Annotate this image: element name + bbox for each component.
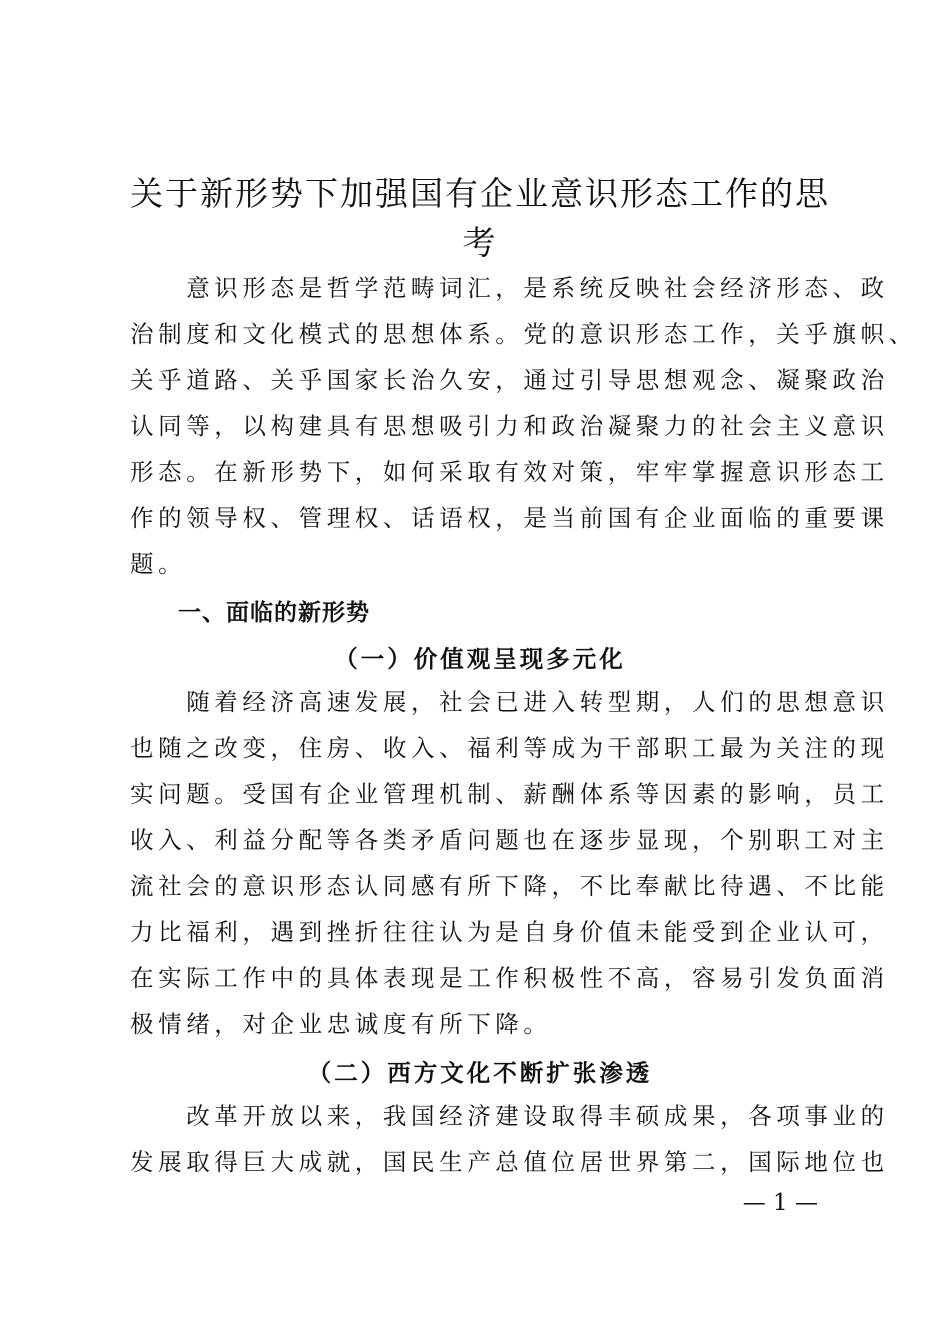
intro-paragraph-line: 关乎道路、关乎国家长治久安，通过引导思想观念、凝聚政治 bbox=[130, 366, 889, 394]
section-heading-1: 一、面临的新形势 bbox=[178, 600, 370, 626]
sub1-paragraph-line: 实问题。受国有企业管理机制、薪酬体系等因素的影响，员工 bbox=[130, 780, 889, 808]
intro-paragraph-line: 形态。在新形势下，如何采取有效对策，牢牢掌握意识形态工 bbox=[130, 458, 889, 486]
subsection-heading-2: （二）西方文化不断扩张渗透 bbox=[307, 1059, 653, 1087]
document-title-line-1: 关于新形势下加强国有企业意识形态工作的思 bbox=[130, 174, 830, 213]
document-title-line-2: 考 bbox=[462, 223, 498, 262]
sub1-paragraph-line: 收入、利益分配等各类矛盾问题也在逐步显现，个别职工对主 bbox=[130, 826, 889, 854]
intro-paragraph-line: 题。 bbox=[130, 550, 187, 578]
sub1-paragraph-line: 在实际工作中的具体表现是工作积极性不高，容易引发负面消 bbox=[130, 964, 889, 992]
intro-paragraph-line: 认同等，以构建具有思想吸引力和政治凝聚力的社会主义意识 bbox=[130, 412, 889, 440]
page-number: — 1 — bbox=[742, 1190, 818, 1216]
sub2-paragraph-line: 发展取得巨大成就，国民生产总值位居世界第二，国际地位也 bbox=[130, 1148, 889, 1176]
sub2-paragraph-line: 改革开放以来，我国经济建设取得丰硕成果，各项事业的 bbox=[130, 1102, 889, 1130]
subsection-heading-1: （一）价值观呈现多元化 bbox=[334, 645, 626, 673]
sub1-paragraph-line: 也随之改变，住房、收入、福利等成为干部职工最为关注的现 bbox=[130, 734, 889, 762]
sub1-paragraph-line: 极情绪，对企业忠诚度有所下降。 bbox=[130, 1010, 552, 1038]
intro-paragraph-line: 治制度和文化模式的思想体系。党的意识形态工作，关乎旗帜、 bbox=[130, 320, 917, 348]
intro-paragraph-line: 作的领导权、管理权、话语权，是当前国有企业面临的重要课 bbox=[130, 504, 889, 532]
sub1-paragraph-line: 力比福利，遇到挫折往往认为是自身价值未能受到企业认可， bbox=[130, 918, 889, 946]
intro-paragraph-line: 意识形态是哲学范畴词汇，是系统反映社会经济形态、政 bbox=[130, 274, 889, 302]
sub1-paragraph-line: 随着经济高速发展，社会已进入转型期，人们的思想意识 bbox=[130, 688, 889, 716]
sub1-paragraph-line: 流社会的意识形态认同感有所下降，不比奉献比待遇、不比能 bbox=[130, 872, 889, 900]
